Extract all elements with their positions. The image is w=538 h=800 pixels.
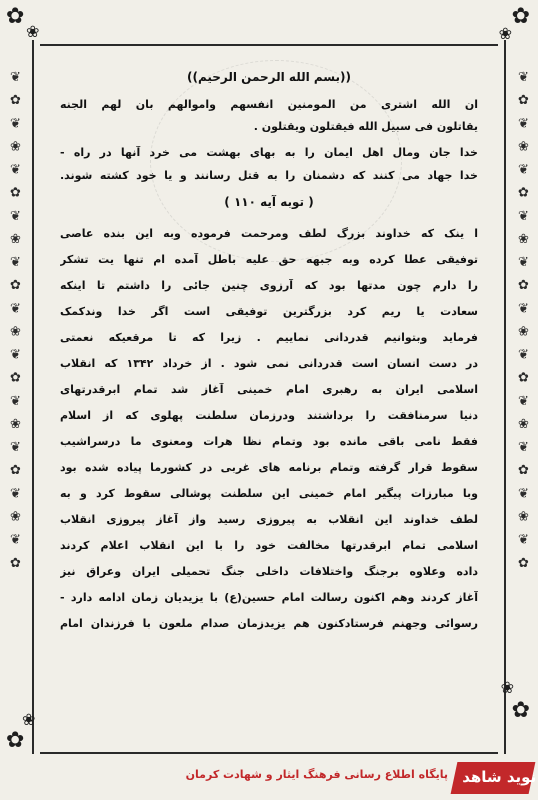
text-line: وبا مبارزات پیگیر امام خمینی این سلطنت پوشالی سقوط کرد و به — [60, 487, 478, 500]
text-line: خدا جهاد می کنند که دشمنان را به قتل رسانند و یا خود کشته شوند. — [60, 169, 478, 182]
flower-ornament-icon: ❀ — [22, 710, 36, 729]
document-body — [60, 70, 478, 631]
text-line: لطف خداوند این انقلاب به پیروزی رسید واز آغاز پیروزی انقلاب — [60, 513, 478, 526]
text-line: ا ینک که خداوند بزرگ لطف ومرحمت فرموده وبه این بنده عاصی — [60, 227, 478, 240]
flower-ornament-icon: ✿ — [6, 728, 25, 753]
flower-ornament-icon: ✿ — [6, 4, 25, 29]
text-line: در دست انسان است قدردانی نمی شود . از خرداد ۱۳۴۲ که انقلاب — [60, 357, 478, 370]
flower-ornament-icon: ✿ — [511, 698, 530, 723]
text-line: فرماید وبتوانیم قدردانی نماییم . زیرا که تا مرقعیکه نعمتی — [60, 331, 478, 344]
quran-verse-paragraph — [60, 98, 478, 134]
logo-caption: پایگاه اطلاع رسانی فرهنگ ایثار و شهادت کرمان — [185, 768, 448, 781]
text-line: فقط نامی باقی مانده بود وتمام نظا هرات ومعنوی ما درسراشیب — [60, 435, 478, 448]
text-line: آغاز کردند وهم اکنون رسالت امام حسین(ع) با یزیدیان زمان ادامه دارد - — [60, 591, 478, 604]
text-line: را دارم چون مدتها بود که آرزوی چنین جائی را داشتم تا اینکه — [60, 279, 478, 292]
text-line: دنیا سرمنافقت را برداشتند ودرزمان سلطنت پهلوی که از اسلام — [60, 409, 478, 422]
text-line: خدا جان ومال اهل ایمان را به بهای بهشت می خرد آنها در راه - — [60, 146, 478, 159]
flower-ornament-icon: ❀ — [26, 22, 40, 41]
text-line: رسوائی وجهنم فرستادکنون هم یزیدزمان صدام ملعون با فرزندان امام — [60, 617, 478, 630]
flower-ornament-icon: ✿ — [511, 4, 530, 29]
text-line: سعادت یا ریم کرد بزرگترین توفیقی است اگر خدا وندکمک — [60, 305, 478, 318]
bismillah-heading: ((بسم الله الرحمن الرحیم)) — [186, 70, 351, 84]
frame-top-border — [40, 44, 498, 46]
vine-left-ornament-icon: ❦ ✿ ❦ ❀ ❦ ✿ ❦ ❀ ❦ ✿ ❦ ❀ ❦ ✿ ❦ ❀ ❦ ✿ ❦ ❀ ❦ ✿ — [8, 70, 23, 573]
text-line: اسلامی ایران به رهبری امام خمینی آغاز شد تمام ابرقدرتهای — [60, 383, 478, 396]
site-logo — [185, 760, 538, 800]
logo-mark-icon — [451, 762, 536, 794]
text-line: توفیقی عطا کرده وبه جبهه حق علیه باطل آمده ام تنها یت تشکر — [60, 253, 478, 266]
text-line: یقاتلون فی سبیل الله فیقتلون ویقتلون . — [253, 120, 478, 133]
verse-reference: ( توبه آیه ۱۱۰ ) — [224, 195, 314, 209]
flower-ornament-icon: ❀ — [498, 24, 512, 43]
text-line: سقوط قرار گرفته وتمام برنامه های غربی در کشورما پیاده شده بود — [60, 461, 478, 474]
flower-ornament-icon: ❀ — [500, 678, 514, 697]
testament-paragraph — [60, 227, 478, 631]
frame-right-border — [504, 40, 506, 754]
faint-header-text — [150, 6, 410, 26]
vine-right-ornament-icon: ❦ ✿ ❦ ❀ ❦ ✿ ❦ ❀ ❦ ✿ ❦ ❀ ❦ ✿ ❦ ❀ ❦ ✿ ❦ ❀ ❦ ✿ — [516, 70, 531, 573]
logo-mark-text: نوید شاهد — [462, 768, 537, 786]
text-line: اسلامی تمام ابرقدرتها مخالفت خود را با این انقلاب اعلام کردند — [60, 539, 478, 552]
frame-bottom-border — [40, 752, 498, 754]
verse-translation-paragraph — [60, 146, 478, 183]
text-line: داده وعلاوه برجنگ واختلافات داخلی جنگ تحمیلی ایران وعراق نیز — [60, 565, 478, 578]
text-line: ان الله اشتری من المومنین انفسهم واموالهم بان لهم الجنه — [60, 98, 478, 111]
frame-left-border — [32, 40, 34, 754]
